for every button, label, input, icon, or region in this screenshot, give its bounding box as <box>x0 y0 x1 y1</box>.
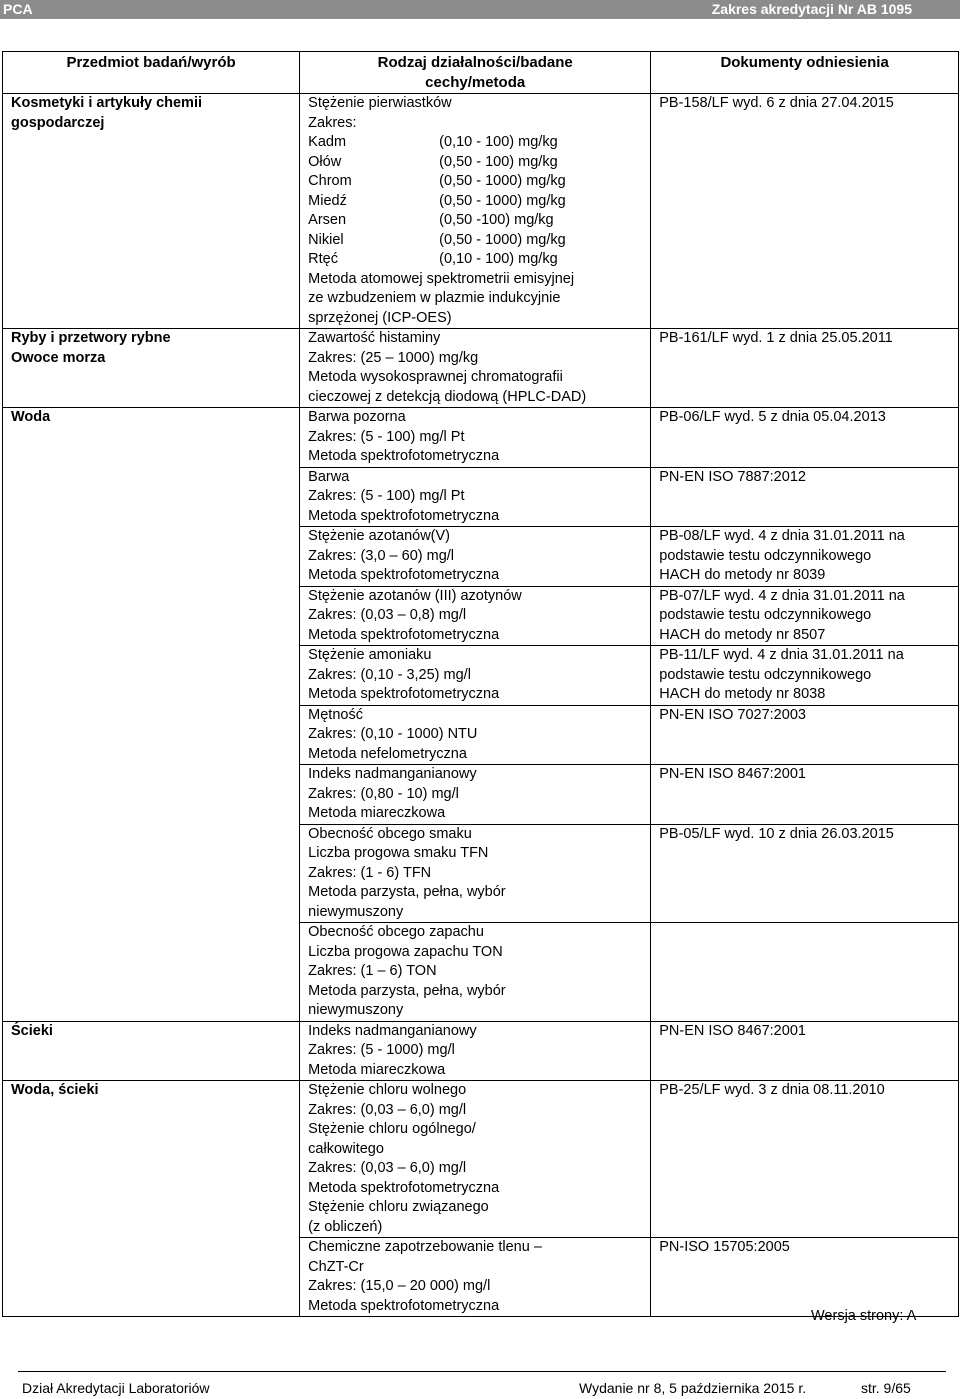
element-name: Chrom <box>308 173 352 189</box>
reference-line: PN-EN ISO 8467:2001 <box>659 766 806 782</box>
element-range: (0,50 - 1000) mg/kg <box>439 231 566 248</box>
subject-cell <box>3 329 300 408</box>
element-name: Ołów <box>308 153 342 170</box>
activity-line: Zawartość histaminy <box>308 330 441 346</box>
activity-cell <box>300 1021 651 1081</box>
activity-line: Metoda spektrofotometryczna <box>308 567 500 583</box>
reference-cell <box>651 1238 959 1317</box>
activity-line: Metoda atomowej spektrometrii emisyjnej <box>308 270 575 287</box>
footer-left: Dział Akredytacji Laboratoriów <box>22 1380 210 1396</box>
table-row <box>3 705 959 765</box>
element-range: (0,50 -100) mg/kg <box>439 212 554 228</box>
activity-line: Zakres: (0,03 – 0,8) mg/l <box>308 607 467 623</box>
subject-line: Woda, ścieki <box>11 1082 99 1098</box>
activity-cell <box>300 923 651 1022</box>
activity-line: Indeks nadmanganianowy <box>308 766 477 782</box>
reference-cell <box>651 467 959 527</box>
activity-line: Metoda parzysta, pełna, wybór <box>308 982 506 999</box>
subject-line: Ścieki <box>11 1022 53 1039</box>
table-row <box>3 467 959 527</box>
activity-line: Obecność obcego zapachu <box>308 924 484 940</box>
activity-line: Zakres: (25 – 1000) mg/kg <box>308 349 479 366</box>
activity-cell <box>300 705 651 765</box>
activity-cell <box>300 329 651 408</box>
element-range-row <box>308 231 642 251</box>
reference-line: PB-06/LF wyd. 5 z dnia 05.04.2013 <box>659 409 886 425</box>
reference-line: podstawie testu odczynnikowego <box>659 607 872 623</box>
reference-line: PN-EN ISO 7027:2003 <box>659 706 806 723</box>
element-range-row <box>308 153 642 173</box>
activity-line: Barwa pozorna <box>308 409 406 425</box>
subject-cell <box>3 527 300 587</box>
activity-line: Metoda nefelometryczna <box>308 745 467 762</box>
activity-line: Metoda miareczkowa <box>308 805 446 821</box>
reference-line: HACH do metody nr 8507 <box>659 626 826 643</box>
element-range-row <box>308 250 642 270</box>
reference-line: HACH do metody nr 8038 <box>659 686 826 702</box>
subject-line: gospodarczej <box>11 114 105 131</box>
reference-cell <box>651 765 959 825</box>
subject-cell <box>3 824 300 923</box>
activity-line: Metoda miareczkowa <box>308 1061 446 1078</box>
reference-cell <box>651 94 959 329</box>
subject-cell <box>3 923 300 1022</box>
reference-line: PB-158/LF wyd. 6 z dnia 27.04.2015 <box>659 95 894 111</box>
table-row <box>3 527 959 587</box>
activity-line: Barwa <box>308 468 350 485</box>
reference-cell <box>651 527 959 587</box>
table-row <box>3 824 959 923</box>
activity-line: sprzężonej (ICP-OES) <box>308 309 452 326</box>
activity-cell <box>300 646 651 706</box>
table-row <box>3 765 959 825</box>
activity-line: Zakres: (0,10 - 3,25) mg/l <box>308 666 471 683</box>
element-range: (0,50 - 100) mg/kg <box>439 153 558 170</box>
element-range: (0,10 - 100) mg/kg <box>439 134 558 150</box>
activity-line: Stężenie chloru wolnego <box>308 1082 467 1098</box>
reference-line: PB-11/LF wyd. 4 z dnia 31.01.2011 na <box>659 647 904 663</box>
accreditation-table <box>2 51 959 1317</box>
activity-line: Metoda wysokosprawnej chromatografii <box>308 369 563 385</box>
activity-line: Metoda spektrofotometryczna <box>308 1297 500 1314</box>
reference-cell <box>651 646 959 706</box>
activity-line: Zakres: (5 - 100) mg/l Pt <box>308 488 465 504</box>
subject-line: Ryby i przetwory rybne <box>11 330 171 346</box>
activity-line: Zakres: (15,0 – 20 000) mg/l <box>308 1278 491 1294</box>
activity-line: Liczba progowa smaku TFN <box>308 845 489 861</box>
element-range-row <box>308 133 642 153</box>
activity-line: Metoda spektrofotometryczna <box>308 686 500 702</box>
subject-cell <box>3 94 300 329</box>
element-name: Nikiel <box>308 231 344 248</box>
activity-line: Zakres: (0,10 - 1000) NTU <box>308 726 478 742</box>
table-row <box>3 408 959 468</box>
activity-line: Metoda spektrofotometryczna <box>308 1179 500 1196</box>
column-header-subject: Przedmiot badań/wyrób <box>3 52 300 94</box>
reference-line: PB-25/LF wyd. 3 z dnia 08.11.2010 <box>659 1082 885 1098</box>
activity-line: Zakres: (0,80 - 10) mg/l <box>308 785 459 802</box>
activity-line: Indeks nadmanganianowy <box>308 1022 477 1039</box>
activity-line: całkowitego <box>308 1140 384 1157</box>
activity-line: Metoda spektrofotometryczna <box>308 626 500 643</box>
table-row <box>3 1021 959 1081</box>
table-header-row <box>3 52 959 94</box>
table-row <box>3 923 959 1022</box>
activity-cell <box>300 1238 651 1317</box>
table-row <box>3 94 959 329</box>
element-name: Kadm <box>308 134 347 150</box>
activity-line: Metoda parzysta, pełna, wybór <box>308 884 506 900</box>
activity-line: niewymuszony <box>308 1002 404 1018</box>
subject-cell <box>3 1021 300 1081</box>
activity-line: Zakres: (0,03 – 6,0) mg/l <box>308 1160 467 1176</box>
page-header <box>0 0 960 19</box>
element-name: Arsen <box>308 212 347 228</box>
activity-line: Metoda spektrofotometryczna <box>308 448 500 464</box>
activity-line: (z obliczeń) <box>308 1218 383 1235</box>
element-name: Rtęć <box>308 251 338 267</box>
activity-line: Zakres: (1 - 6) TFN <box>308 864 432 881</box>
subject-cell <box>3 1238 300 1317</box>
activity-cell <box>300 408 651 468</box>
element-range: (0,50 - 1000) mg/kg <box>439 173 566 189</box>
footer-page-number: str. 9/65 <box>861 1380 911 1396</box>
subject-cell <box>3 1081 300 1238</box>
reference-line: HACH do metody nr 8039 <box>659 567 826 583</box>
element-range-row <box>308 172 642 192</box>
activity-cell <box>300 527 651 587</box>
subject-line: Owoce morza <box>11 349 106 366</box>
activity-cell <box>300 765 651 825</box>
subject-line: Woda <box>11 409 51 425</box>
activity-line: cieczowej z detekcją diodową (HPLC-DAD) <box>308 388 587 405</box>
reference-line: PN-ISO 15705:2005 <box>659 1239 790 1255</box>
activity-line: ze wzbudzeniem w plazmie indukcyjnie <box>308 290 561 306</box>
activity-line: niewymuszony <box>308 903 404 920</box>
reference-cell <box>651 329 959 408</box>
table-row <box>3 1081 959 1238</box>
activity-line: Metoda spektrofotometryczna <box>308 507 500 524</box>
element-range: (0,50 - 1000) mg/kg <box>439 192 566 209</box>
activity-line: Obecność obcego smaku <box>308 825 472 842</box>
activity-cell <box>300 94 651 329</box>
subject-cell <box>3 705 300 765</box>
activity-line: Stężenie pierwiastków <box>308 95 452 111</box>
reference-line: PN-EN ISO 7887:2012 <box>659 468 806 485</box>
subject-cell <box>3 765 300 825</box>
reference-cell <box>651 586 959 646</box>
reference-cell <box>651 923 959 1022</box>
activity-cell <box>300 586 651 646</box>
activity-line: Stężenie azotanów(V) <box>308 528 451 544</box>
activity-line: ChZT-Cr <box>308 1258 364 1275</box>
element-range: (0,10 - 100) mg/kg <box>439 251 558 267</box>
activity-line: Zakres: (0,03 – 6,0) mg/l <box>308 1101 467 1118</box>
subject-cell <box>3 646 300 706</box>
activity-line: Zakres: (1 – 6) TON <box>308 963 437 979</box>
activity-line: Zakres: <box>308 114 357 131</box>
reference-line: podstawie testu odczynnikowego <box>659 666 872 683</box>
reference-cell <box>651 824 959 923</box>
activity-line: Liczba progowa zapachu TON <box>308 943 503 960</box>
reference-cell <box>651 705 959 765</box>
footer-middle: Wydanie nr 8, 5 października 2015 r. <box>579 1380 807 1396</box>
activity-line: Stężenie azotanów (III) azotynów <box>308 587 522 604</box>
activity-line: Zakres: (5 - 1000) mg/l <box>308 1042 455 1058</box>
reference-line: PN-EN ISO 8467:2001 <box>659 1022 806 1039</box>
activity-cell <box>300 467 651 527</box>
table-row <box>3 646 959 706</box>
reference-line: PB-08/LF wyd. 4 z dnia 31.01.2011 na <box>659 528 905 544</box>
column-header-activity: Rodzaj działalności/badane cechy/metoda <box>300 52 651 94</box>
subject-line: Kosmetyki i artykuły chemii <box>11 95 202 111</box>
activity-line: Chemiczne zapotrzebowanie tlenu – <box>308 1239 542 1255</box>
element-range-row <box>308 211 642 231</box>
element-range-row <box>308 192 642 212</box>
activity-line: Stężenie chloru związanego <box>308 1199 489 1215</box>
column-header-documents: Dokumenty odniesienia <box>651 52 959 94</box>
subject-cell <box>3 586 300 646</box>
reference-line: PB-161/LF wyd. 1 z dnia 25.05.2011 <box>659 330 893 346</box>
activity-line: Stężenie chloru ogólnego/ <box>308 1121 476 1137</box>
activity-line: Stężenie amoniaku <box>308 647 432 663</box>
activity-cell <box>300 1081 651 1238</box>
activity-line: Zakres: (5 - 100) mg/l Pt <box>308 428 465 445</box>
reference-line: PB-05/LF wyd. 10 z dnia 26.03.2015 <box>659 825 894 842</box>
reference-line: PB-07/LF wyd. 4 z dnia 31.01.2011 na <box>659 587 905 604</box>
subject-cell <box>3 408 300 468</box>
header-right: Zakres akredytacji Nr AB 1095 <box>711 1 912 17</box>
table-row <box>3 1238 959 1317</box>
reference-cell <box>651 408 959 468</box>
version-note: Wersja strony: A <box>811 1308 917 1324</box>
activity-cell <box>300 824 651 923</box>
subject-cell <box>3 467 300 527</box>
reference-cell <box>651 1081 959 1238</box>
header-left: PCA <box>3 1 33 17</box>
table-row <box>3 329 959 408</box>
table-row <box>3 586 959 646</box>
element-name: Miedź <box>308 192 347 209</box>
activity-line: Zakres: (3,0 – 60) mg/l <box>308 547 455 564</box>
footer-divider <box>18 1371 946 1372</box>
reference-cell <box>651 1021 959 1081</box>
reference-line: podstawie testu odczynnikowego <box>659 547 872 564</box>
activity-line: Mętność <box>308 706 363 723</box>
